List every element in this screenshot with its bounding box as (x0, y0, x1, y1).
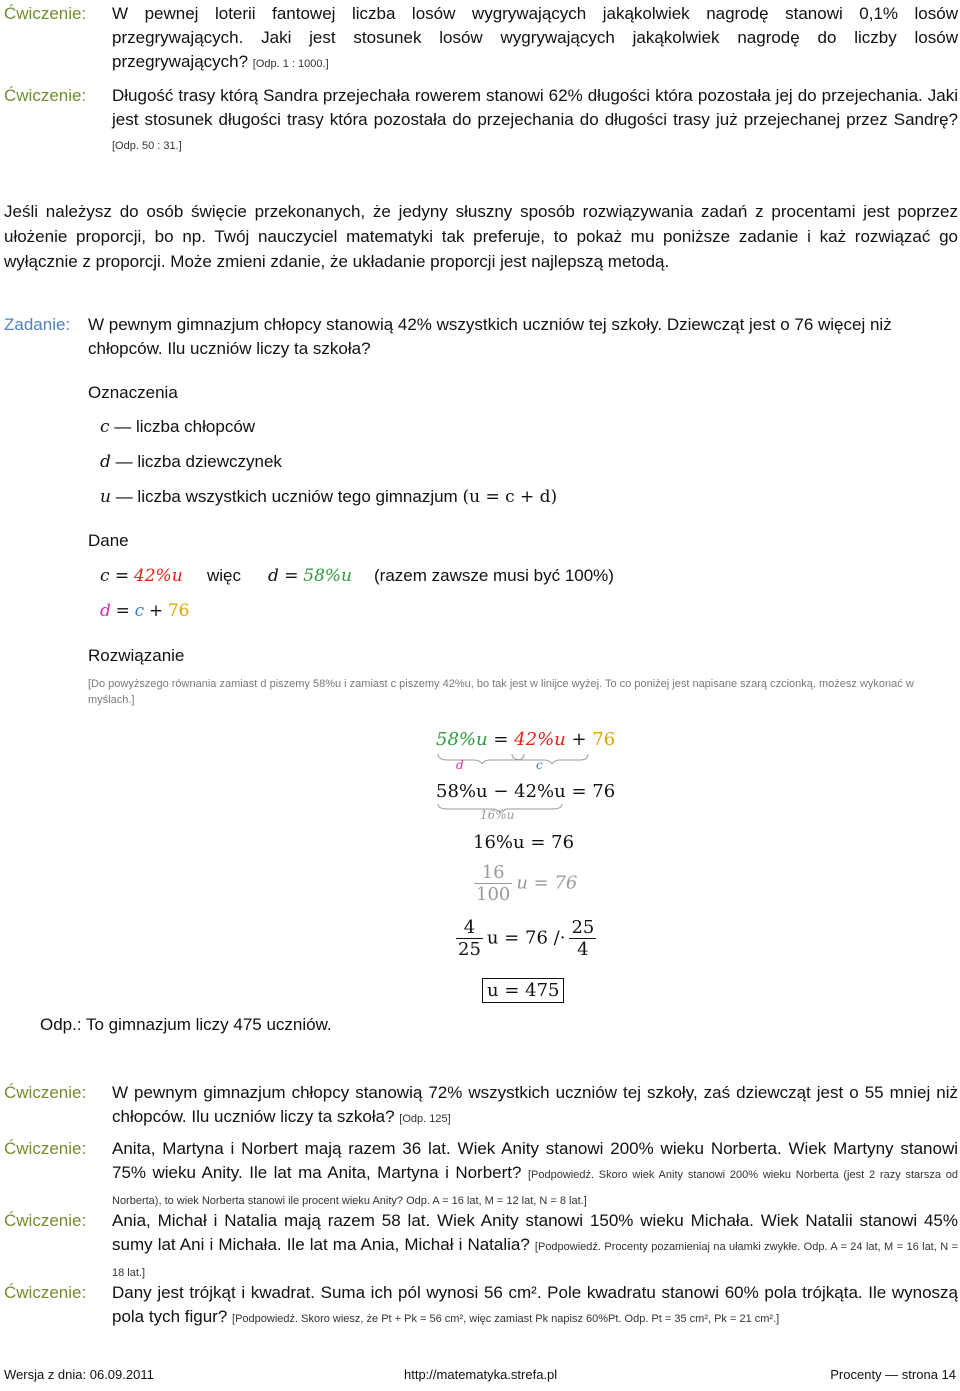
exercise-label: Ćwiczenie: (4, 86, 87, 105)
exercise-text: Długość trasy którą Sandra przejechała rowerem stanowi 62% długości która pozostała jej do przejechania. Jaki jest stosunek długości trasy która pozostała do przejechania do długości trasy już przejechanej przez Sandrę? (112, 86, 958, 129)
exercise-label: Ćwiczenie: (4, 1083, 87, 1102)
eq1-58u: 58%u (436, 729, 488, 750)
eq1-under-c: c (536, 758, 543, 772)
eq5-mid: u = 76 /· (486, 927, 566, 949)
equation-4 (470, 862, 577, 905)
exercise-answer: [Podpowiedź. Skoro wiek Anity stanowi 200% wieku Norberta (jest 2 razy starsza od Norberta), to wiek Norberta stanowi ile procent wieku Anity? Odp. A = 16 lat, M = 12 lat, N = 8 lat.] (112, 1169, 958, 1207)
footer-url-link[interactable]: http://matematyka.strefa.pl (404, 1367, 558, 1382)
eq1-42u: 42%u (514, 729, 566, 750)
exercise-text: Dany jest trójkąt i kwadrat. Suma ich pól wynosi 56 cm². Pole kwadratu stanowi 60% pola trójkąta. Ile wynoszą pola tych figur? (112, 1283, 958, 1326)
given-c-lhs: c = (100, 566, 130, 586)
task-label: Zadanie: (4, 315, 71, 334)
footer-version: Wersja z dnia: 06.09.2011 (4, 1367, 154, 1382)
footer-page: Procenty — strona 14 (830, 1367, 956, 1382)
equation-3: 16%u = 76 (473, 832, 575, 853)
intro-paragraph: Jeśli należysz do osób święcie przekonanych, że jedyny słuszny sposób rozwiązywania zadań z procentami jest poprzez ułożenie proporcji, bo np. Twój nauczyciel matematyki tak preferuje, to pokaż mu poniższe zadanie i każ rozwiązać go wyłącznie z proporcji. Może zmieni zdanie, że układanie proporcji jest najlepszą metodą. (4, 202, 958, 271)
notation-item-d: d — liczba dziewczynek (100, 452, 282, 472)
eq1-equals: = (493, 729, 509, 750)
eq1-76: 76 (592, 729, 616, 750)
given-d-rhs: 58%u (303, 566, 352, 586)
exercise-label: Ćwiczenie: (4, 1283, 87, 1302)
exercise-answer: [Podpowiedź. Skoro wiesz, że Pt + Pk = 56 cm², więc zamiast Pk napisz 60%Pt. Odp. Pt = 35 cm², Pk = 21 cm².] (232, 1313, 780, 1325)
exercise-1 (4, 2, 958, 76)
given-line-1b (268, 566, 352, 586)
exercise-answer: [Odp. 50 : 31.] (112, 140, 182, 152)
given-d: d (100, 601, 111, 621)
given-d-lhs: d = (268, 566, 299, 586)
exercise-text: Ania, Michał i Natalia mają razem 58 lat. Wiek Anity stanowi 150% wieku Michała. Wiek Natalii stanowi 45% sumy lat Ani i Michała. Ile lat ma Ania, Michał i Natalia? (112, 1211, 958, 1254)
final-result-box: u = 475 (482, 978, 564, 1003)
exercise-label: Ćwiczenie: (4, 1211, 87, 1230)
eq5-numerator-2: 25 (571, 917, 595, 938)
eq5-denominator-2: 4 (577, 939, 589, 960)
given-c: c (134, 601, 145, 621)
notation-heading: Oznaczenia (88, 383, 178, 402)
eq2-under-16u: 16%u (480, 808, 515, 822)
given-plus: + (148, 601, 164, 621)
exercise-2 (4, 84, 958, 158)
exercise-label: Ćwiczenie: (4, 1139, 87, 1158)
exercise-label: Ćwiczenie: (4, 4, 87, 23)
exercise-3 (4, 1081, 958, 1131)
solution-heading: Rozwiązanie (88, 646, 185, 665)
exercise-answer: [Odp. 125] (399, 1113, 451, 1125)
variable-d: d (100, 452, 111, 472)
given-heading: Dane (88, 531, 129, 550)
exercise-answer: [Podpowiedź. Procenty pozamieniaj na ułamki zwykłe. Odp. A = 24 lat, M = 16 lat, N = 18 lat.] (112, 1241, 959, 1279)
eq4-denominator: 100 (476, 884, 511, 905)
given-word: więc (207, 566, 242, 585)
task-block (4, 313, 958, 361)
given-76: 76 (167, 601, 190, 621)
eq1-plus: + (571, 729, 587, 750)
given-line-2 (100, 601, 190, 621)
notation-desc: liczba wszystkich uczniów tego gimnazjum (137, 487, 458, 506)
given-c-rhs: 42%u (133, 566, 183, 586)
exercise-answer: [Odp. 1 : 1000.] (252, 58, 329, 70)
notation-desc: liczba chłopców (136, 417, 256, 436)
equation-1 (436, 729, 615, 750)
exercise-text: W pewnej loterii fantowej liczba losów wygrywających jakąkolwiek nagrodę stanowi 0,1% losów przegrywających. Jaki jest stosunek losów wygrywających jakąkolwiek nagrodę do liczby losów przegrywających? (112, 4, 958, 71)
equation-2: 58%u − 42%u = 76 (436, 781, 616, 802)
eq5-denominator: 25 (458, 939, 481, 960)
equation-5 (452, 917, 600, 960)
answer-line: Odp.: To gimnazjum liczy 475 uczniów. (40, 1015, 332, 1034)
given-note: (razem zawsze musi być 100%) (374, 566, 614, 585)
eq5-numerator: 4 (456, 917, 483, 939)
notation-item-c: c — liczba chłopców (100, 417, 256, 437)
exercise-4 (4, 1137, 958, 1213)
notation-relation: (u = c + d) (462, 487, 558, 507)
notation-item-u: u — liczba wszystkich uczniów tego gimnazjum (u = c + d) (100, 487, 558, 507)
eq4-rest: u = 76 (516, 872, 578, 894)
solution-note: [Do powyższego równania zamiast d piszemy 58%u i zamiast c piszemy 42%u, bo tak jest w linijce wyżej. To co poniżej jest napisane szarą czcionką, możesz wykonać w myślach.] (88, 678, 914, 706)
variable-c: c (100, 417, 110, 437)
eq4-numerator: 16 (474, 862, 512, 884)
eq1-under-d: d (456, 758, 464, 772)
variable-u: u (100, 487, 111, 507)
exercise-text: W pewnym gimnazjum chłopcy stanowią 72% wszystkich uczniów tej szkoły, zaś dziewcząt jest o 55 mniej niż chłopców. Ilu uczniów liczy ta szkoła? (112, 1083, 958, 1126)
task-text: W pewnym gimnazjum chłopcy stanowią 42% wszystkich uczniów tej szkoły. Dziewcząt jest o 76 więcej niż chłopców. Ilu uczniów liczy ta szkoła? (88, 315, 892, 358)
notation-desc: liczba dziewczynek (137, 452, 282, 471)
given-line-1 (100, 566, 183, 586)
equation-6 (482, 980, 564, 1001)
exercise-6 (4, 1281, 958, 1331)
exercise-5 (4, 1209, 958, 1285)
exercise-text: Anita, Martyna i Norbert mają razem 36 lat. Wiek Anity stanowi 200% wieku Norberta. Wiek Martyny stanowi 75% wieku Anity. Ile lat ma Anita, Martyna i Norbert? (112, 1139, 958, 1182)
given-eq: = (115, 601, 130, 621)
